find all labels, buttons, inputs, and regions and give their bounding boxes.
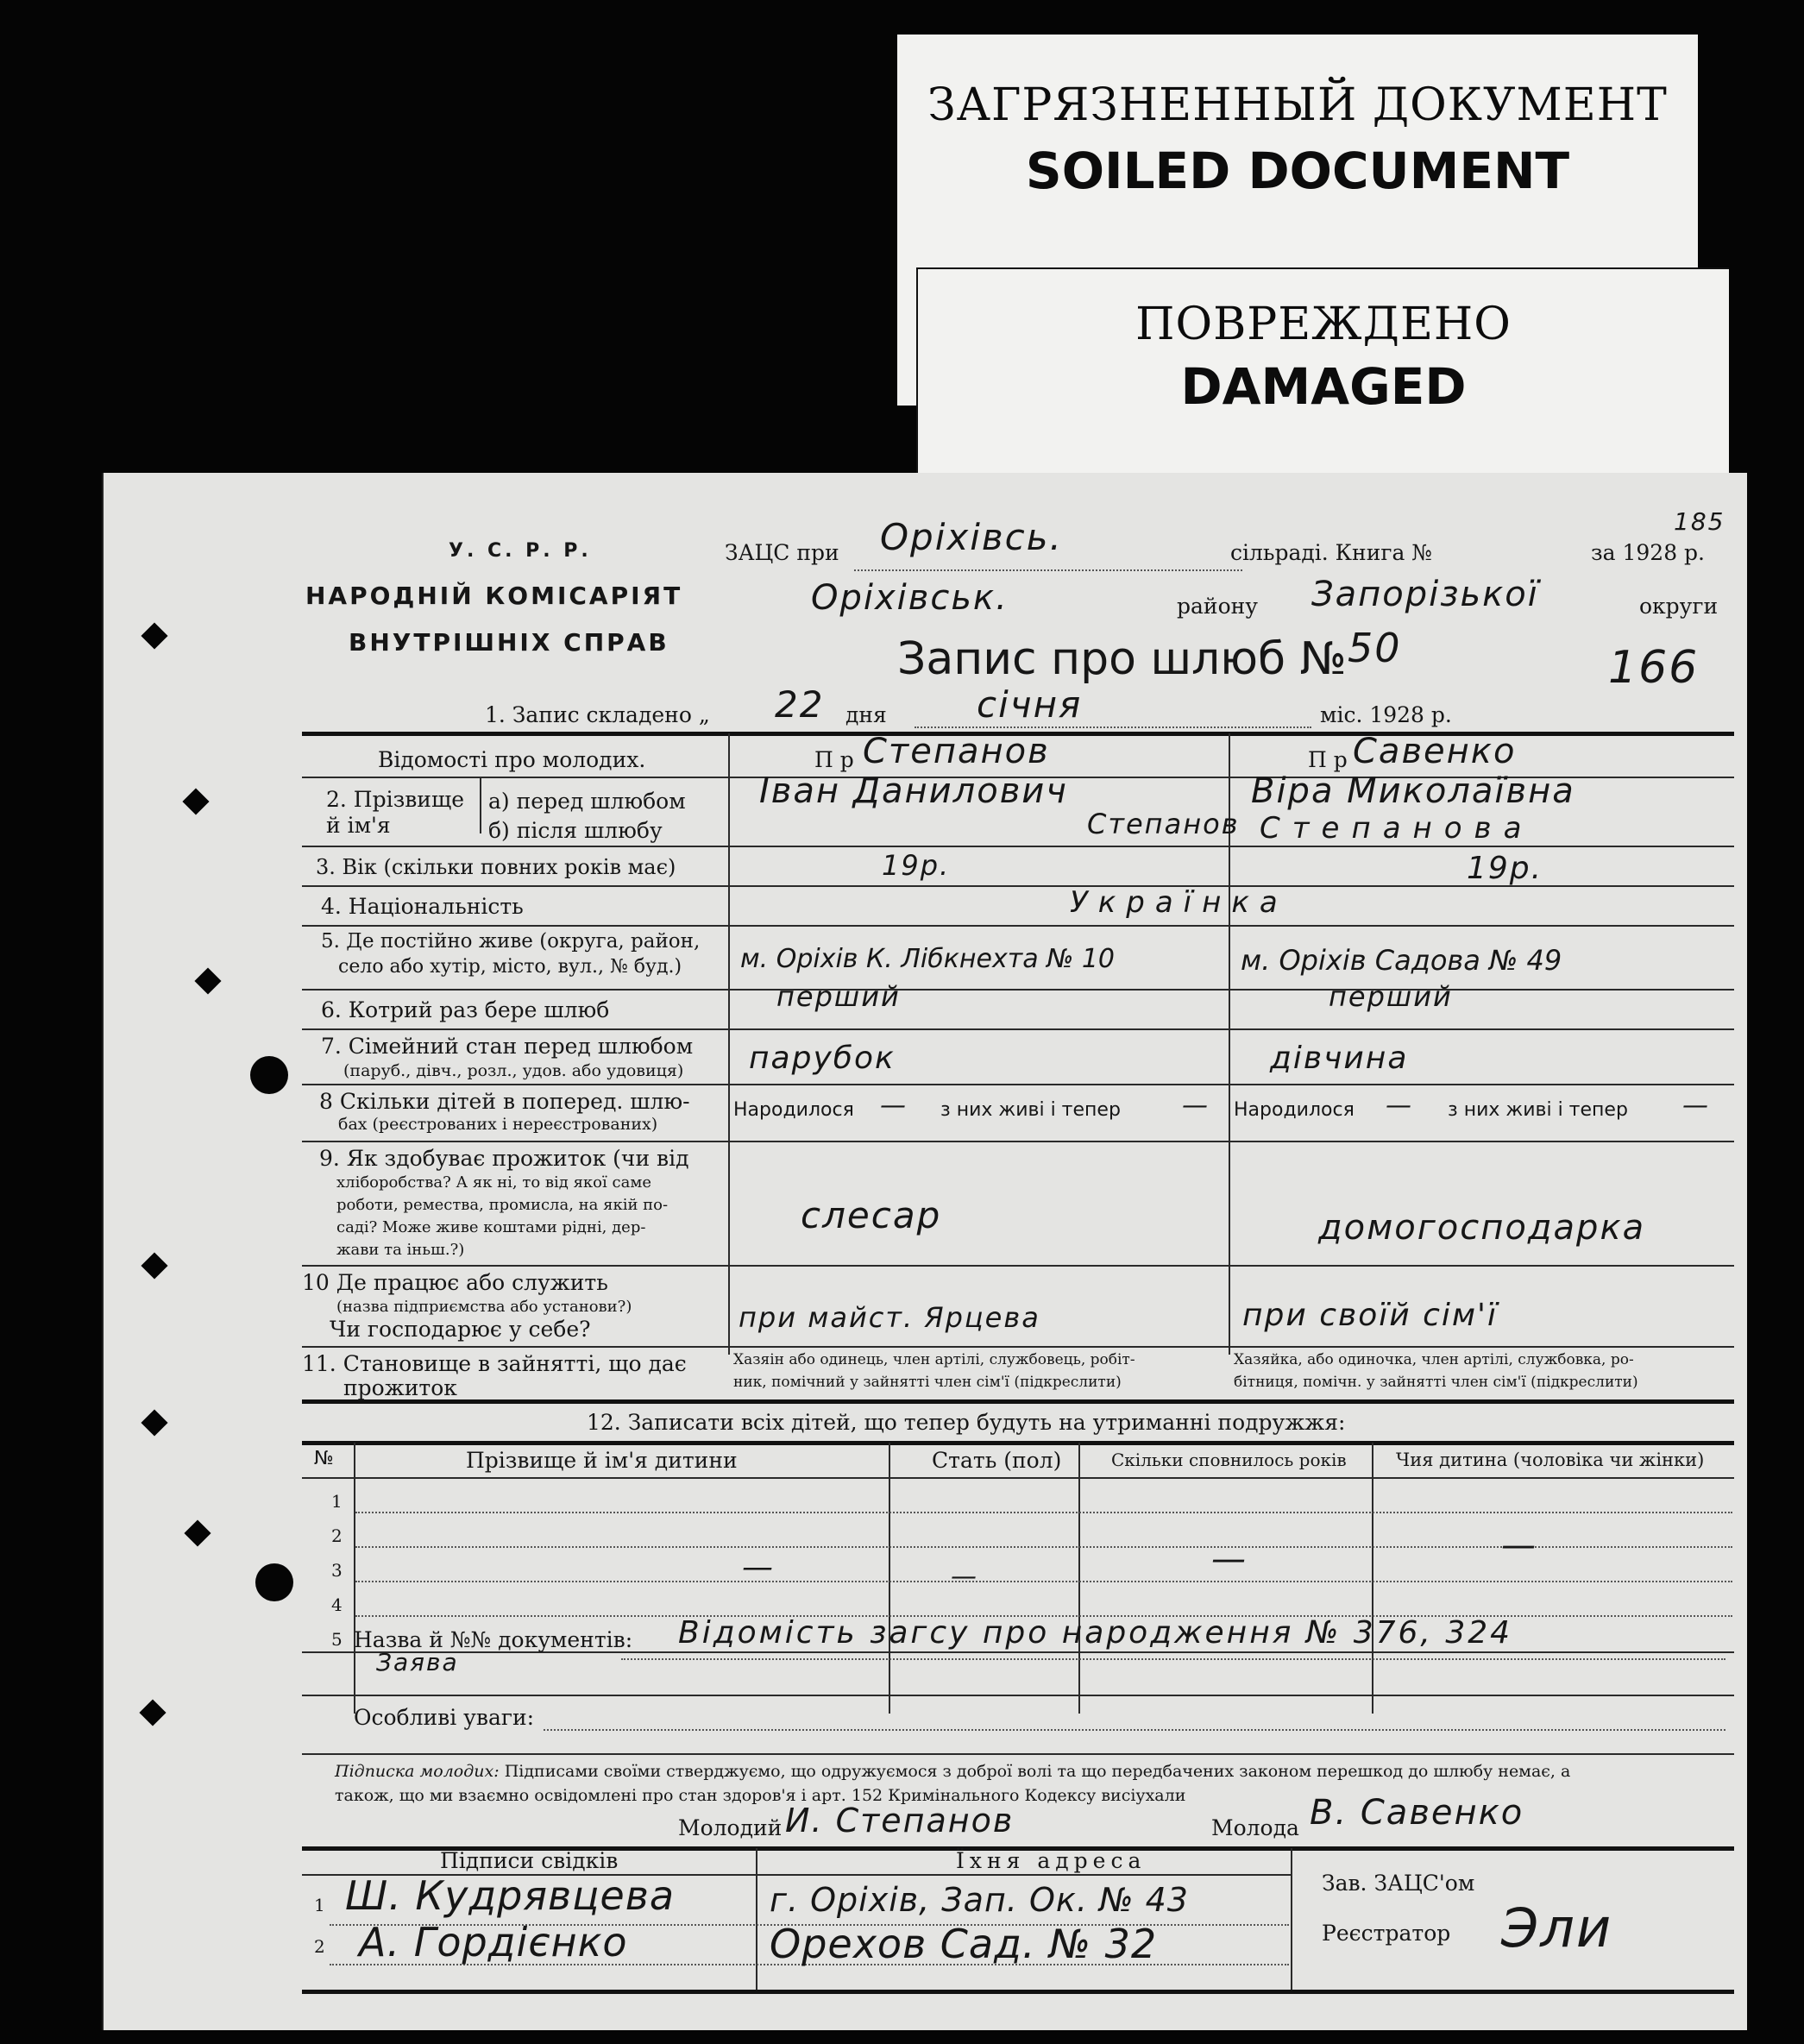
row10-label-1: 10 Де працює або служить [302, 1270, 608, 1295]
witness-addr-header: Їхня адреса [956, 1848, 1147, 1873]
row9-label-5: жави та іньш.?) [336, 1241, 465, 1259]
bride-alive-label: з них живі і тепер [1448, 1099, 1628, 1121]
children-dash: — [742, 1550, 775, 1585]
row4-label: 4. Національність [321, 894, 524, 919]
row9-label-1: 9. Як здобуває прожиток (чи від [319, 1146, 689, 1171]
registrar-signature: Эли [1501, 1896, 1613, 1959]
row-line [302, 1346, 1734, 1348]
silrada-label: сільраді. Книга № [1230, 540, 1432, 565]
witness-num: 1 [314, 1895, 325, 1915]
groom-born-label: Народилося [733, 1099, 854, 1121]
column-header-groom-prefix: П р [814, 747, 854, 772]
groom-status: парубок [749, 1041, 896, 1076]
children-col-divider [1078, 1443, 1080, 1714]
bride-born-label: Народилося [1234, 1099, 1355, 1121]
punch-hole [250, 1056, 288, 1094]
children-col-divider [354, 1443, 355, 1714]
bride-age: 19р. [1467, 851, 1543, 886]
edge-nick [182, 788, 209, 814]
bride-name-after: Степанова [1260, 811, 1534, 846]
bride-marriage-count: перший [1329, 980, 1453, 1013]
groom-workplace: при майст. Ярцева [739, 1301, 1040, 1334]
children-col-sex: Стать (пол) [932, 1448, 1062, 1473]
row-line [302, 846, 1734, 847]
bride-workplace: при своїй сім'ї [1242, 1298, 1498, 1333]
column-header-bride-prefix: П р [1308, 747, 1348, 772]
groom-occ-status-2: ник, помічний у зайнятті член сім'ї (підкреслити) [733, 1374, 1122, 1391]
row2-before-label: а) перед шлюбом [488, 789, 686, 814]
bride-nationality: Українка [1070, 885, 1288, 920]
row-line [302, 1028, 1734, 1030]
damaged-label-ru: ПОВРЕЖДЕНО [1135, 299, 1512, 350]
witness-col-divider [756, 1848, 757, 1990]
declaration-line-1 [335, 1762, 1570, 1781]
row-line [302, 885, 1734, 887]
year-label: за 1928 р. [1591, 540, 1706, 565]
row-line [302, 1141, 1734, 1142]
witness-table-bottom [302, 1990, 1734, 1994]
soiled-label-ru: ЗАГРЯЗНЕННЫЙ ДОКУМЕНТ [927, 79, 1668, 131]
row10-label-2: (назва підприємства або установи?) [336, 1298, 632, 1316]
groom-name-before: Іван Данилович [759, 771, 1068, 811]
zags-dotted-line [854, 569, 1242, 571]
declaration-lead: Підписка молодих: [335, 1762, 500, 1781]
children-table-top [302, 1441, 1734, 1445]
edge-nick [141, 1252, 167, 1279]
edge-nick [184, 1519, 211, 1546]
row2-label: 2. Прізвище й ім'я [326, 787, 465, 838]
children-col-name: Прізвище й ім'я дитини [466, 1448, 738, 1473]
bride-alive-value: — [1682, 1091, 1710, 1121]
witness-name-1: Ш. Кудрявцева [345, 1872, 676, 1919]
edge-nick [194, 967, 221, 994]
children-row-num: 4 [331, 1594, 343, 1615]
commissariat-heading-1: НАРОДНІЙ КОМІСАРІЯТ [305, 582, 683, 610]
declaration-text-2: також, що ми взаємно освідомлені про стан здоров'я і арт. 152 Кримінального Кодексу висіухали [335, 1786, 1186, 1805]
sheet-number: 166 [1608, 642, 1700, 694]
date-label: 1. Запис складено „ [485, 702, 710, 727]
row5-label-1: 5. Де постійно живе (округа, район, [321, 930, 701, 953]
children-row-num: 5 [331, 1629, 343, 1650]
head-label: Зав. ЗАЦС'ом [1322, 1871, 1475, 1896]
witness-name-2: А. Гордієнко [359, 1919, 628, 1965]
commissariat-heading-2: ВНУТРІШНІХ СПРАВ [349, 628, 669, 657]
row-line [302, 989, 1734, 991]
groom-occupation: слесар [801, 1194, 942, 1236]
okrug-label: округи [1639, 594, 1719, 619]
groom-residence: м. Оріхів К. Лібкнехта № 10 [740, 944, 1116, 974]
column-divider-sub [480, 778, 481, 833]
row7-label-1: 7. Сімейний стан перед шлюбом [321, 1034, 694, 1059]
column-header-info: Відомості про молодих. [378, 747, 646, 772]
row-line [302, 1084, 1734, 1085]
groom-signature-label: Молодий [678, 1815, 783, 1840]
row-line [302, 925, 1734, 927]
okrug-handwritten: Запорізької [1311, 575, 1539, 614]
date-day: 22 [775, 683, 825, 726]
column-header-bride: Савенко [1353, 732, 1517, 771]
children-row-line [355, 1581, 1732, 1582]
date-suffix: міс. 1928 р. [1320, 702, 1452, 727]
marriage-record-form [102, 473, 1747, 2030]
zags-label: ЗАЦС при [725, 540, 839, 565]
children-col-no: № [314, 1448, 334, 1469]
groom-alive-label: з них живі і тепер [940, 1099, 1121, 1121]
row7-label-2: (паруб., дівч., розл., удов. або удовиця) [343, 1061, 684, 1080]
row5-label-2: село або хутір, місто, вул., № буд.) [338, 956, 682, 978]
children-row-num: 2 [331, 1525, 343, 1546]
row9-label-2: хліборобства? А як ні, то від якої саме [336, 1173, 651, 1192]
row2-after-label: б) після шлюбу [488, 818, 663, 843]
edge-nick [139, 1699, 166, 1726]
bride-occ-status-2: бітниця, помічн. у зайнятті член сім'ї (підкреслити) [1234, 1374, 1638, 1391]
row3-label [316, 854, 676, 879]
punch-hole [255, 1563, 293, 1601]
archive-number: 185 [1674, 507, 1725, 536]
bride-born-value: — [1386, 1091, 1413, 1121]
documents-value: Відомість загсу про народження № 376, 324 [678, 1615, 1513, 1651]
children-title: 12. Записати всіх дітей, що тепер будуть на утриманні подружжя: [587, 1410, 1346, 1435]
bride-residence: м. Оріхів Садова № 49 [1241, 944, 1562, 977]
witness-sig-header: Підписи свідків [440, 1848, 619, 1873]
groom-age: 19р. [882, 849, 951, 882]
groom-alive-value: — [1182, 1091, 1210, 1121]
district-handwritten: Оріхівськ. [811, 578, 1009, 618]
children-col-divider [889, 1443, 890, 1714]
section-line [302, 1753, 1734, 1755]
column-header-groom: Степанов [863, 732, 1050, 771]
row11-label-1: 11. Становище в зайнятті, що дає [302, 1351, 687, 1376]
bride-status: дівчина [1270, 1041, 1409, 1076]
damaged-label [916, 267, 1729, 494]
bride-occ-status-1: Хазяйка, або одиночка, член артілі, службовка, ро- [1234, 1351, 1634, 1368]
zags-handwritten: Оріхівсь. [880, 516, 1063, 558]
record-number: 50 [1348, 625, 1402, 671]
children-row-num: 3 [331, 1560, 343, 1581]
soiled-label-en: SOILED DOCUMENT [1025, 142, 1570, 200]
documents-value-2: Заява [376, 1648, 459, 1676]
witness-col-divider [1291, 1848, 1292, 1990]
witness-address-1: г. Оріхів, Зап. Ок. № 43 [770, 1881, 1189, 1919]
groom-born-value: — [880, 1091, 908, 1121]
row8-label-2: бах (реєстрованих і нереєстрованих) [338, 1115, 658, 1134]
children-col-whose: Чия дитина (чоловіка чи жінки) [1396, 1450, 1705, 1470]
row6-label: 6. Котрий раз бере шлюб [321, 997, 610, 1022]
witness-num: 2 [314, 1936, 325, 1957]
witness-address-2: Орехов Сад. № 32 [770, 1921, 1158, 1967]
bride-signature-label: Молода [1211, 1815, 1299, 1840]
row-line [302, 1265, 1734, 1267]
date-dnia: дня [845, 702, 887, 727]
bride-name-before: Віра Миколаївна [1251, 771, 1575, 811]
edge-nick [141, 1409, 167, 1436]
row9-label-3: роботи, ремества, промисла, на якій по- [336, 1196, 669, 1214]
section-line [302, 1695, 1734, 1696]
children-dash: — [1211, 1539, 1248, 1579]
bride-signature: В. Савенко [1310, 1793, 1524, 1833]
damaged-label-en: DAMAGED [1180, 357, 1467, 416]
groom-name-after: Степанов [1087, 808, 1240, 840]
table-bottom-border [302, 1399, 1734, 1404]
column-divider [728, 733, 730, 1355]
documents-label: Назва й №№ документів: [354, 1627, 633, 1652]
groom-marriage-count: перший [776, 980, 901, 1013]
documents-dotted-line [621, 1658, 1725, 1660]
ussr-heading: У. С. Р. Р. [449, 540, 592, 562]
groom-signature: И. Степанов [785, 1802, 1015, 1840]
district-label: району [1177, 594, 1258, 619]
declaration-text-1: Підписами своїми стверджуємо, що одружуємося з доброї волі та що передбачених законом перешкод до шлюбу немає, а [504, 1762, 1571, 1781]
registrar-label: Реєстратор [1322, 1921, 1451, 1946]
bride-occupation: домогосподарка [1318, 1208, 1646, 1248]
notes-label: Особливі уваги: [354, 1705, 535, 1730]
groom-occ-status-1: Хазяін або одинець, член артілі, службовець, робіт- [733, 1351, 1135, 1368]
children-header-line [302, 1477, 1734, 1479]
children-col-divider [1372, 1443, 1373, 1714]
row8-label-1: 8 Скільки дітей в поперед. шлю- [319, 1089, 690, 1114]
children-dash: — [951, 1562, 978, 1592]
row3-label-text: 3. Вік (скільки повних років має) [316, 855, 676, 879]
page-title: Запис про шлюб № [897, 633, 1347, 685]
month-dotted-line [915, 726, 1311, 728]
children-dash: — [1501, 1525, 1537, 1565]
edge-nick [141, 622, 167, 649]
notes-dotted-line [544, 1729, 1725, 1731]
children-row-line [355, 1512, 1732, 1513]
row10-label-3: Чи господарює у себе? [330, 1317, 591, 1342]
row9-label-4: саді? Може живе коштами рідні, дер- [336, 1218, 646, 1236]
row11-label-2: прожиток [343, 1375, 457, 1400]
date-month: січня [977, 683, 1083, 726]
children-row-num: 1 [331, 1491, 343, 1512]
children-col-age: Скільки сповнилось років [1111, 1450, 1347, 1470]
